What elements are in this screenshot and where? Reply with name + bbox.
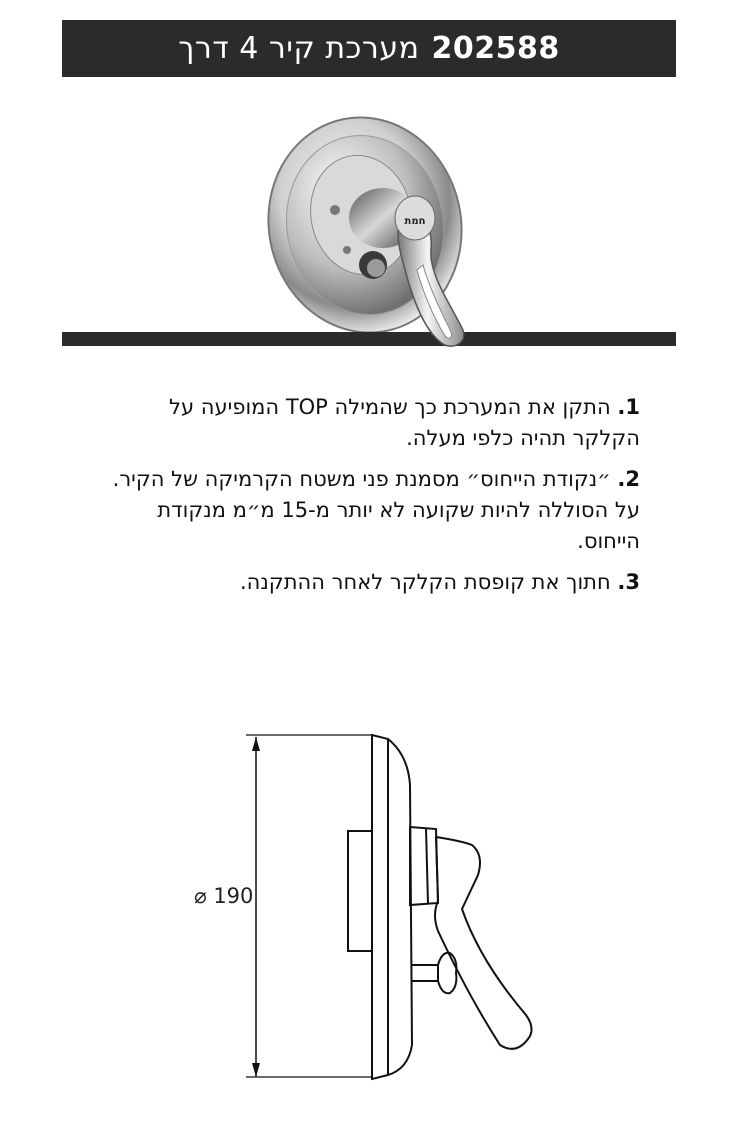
product-code: 202588 (431, 31, 560, 66)
instruction-item: 2. ״נקודת הייחוס״ מסמנת פני משטח הקרמיקה של הקיר. על הסוללה להיות שקועה לא יותר מ-15 מ״מ מנקודת הייחוס. (112, 467, 640, 553)
drawing-diverter-knob (412, 953, 456, 994)
instruction-item: 3. חתוך את קופסת הקלקר לאחר ההתקנה. (240, 570, 640, 594)
brand-logo: חמת (404, 216, 426, 227)
drawing-wall-plate (372, 735, 412, 1079)
instructions-list (90, 392, 640, 608)
instruction-item: 1. התקן את המערכת כך שהמילה TOP המופיעה על הקלקר תהיה כלפי מעלה. (169, 395, 640, 450)
drawing-hub (410, 827, 438, 905)
drawing-lever (435, 837, 532, 1049)
drawing-rear-body (348, 831, 372, 951)
product-photo-handle (255, 100, 485, 355)
page-title-bar (62, 20, 676, 77)
technical-drawing (194, 725, 560, 1085)
dimension-label: ⌀ 190 (194, 884, 254, 908)
product-name: מערכת קיר 4 דרך (178, 31, 420, 66)
